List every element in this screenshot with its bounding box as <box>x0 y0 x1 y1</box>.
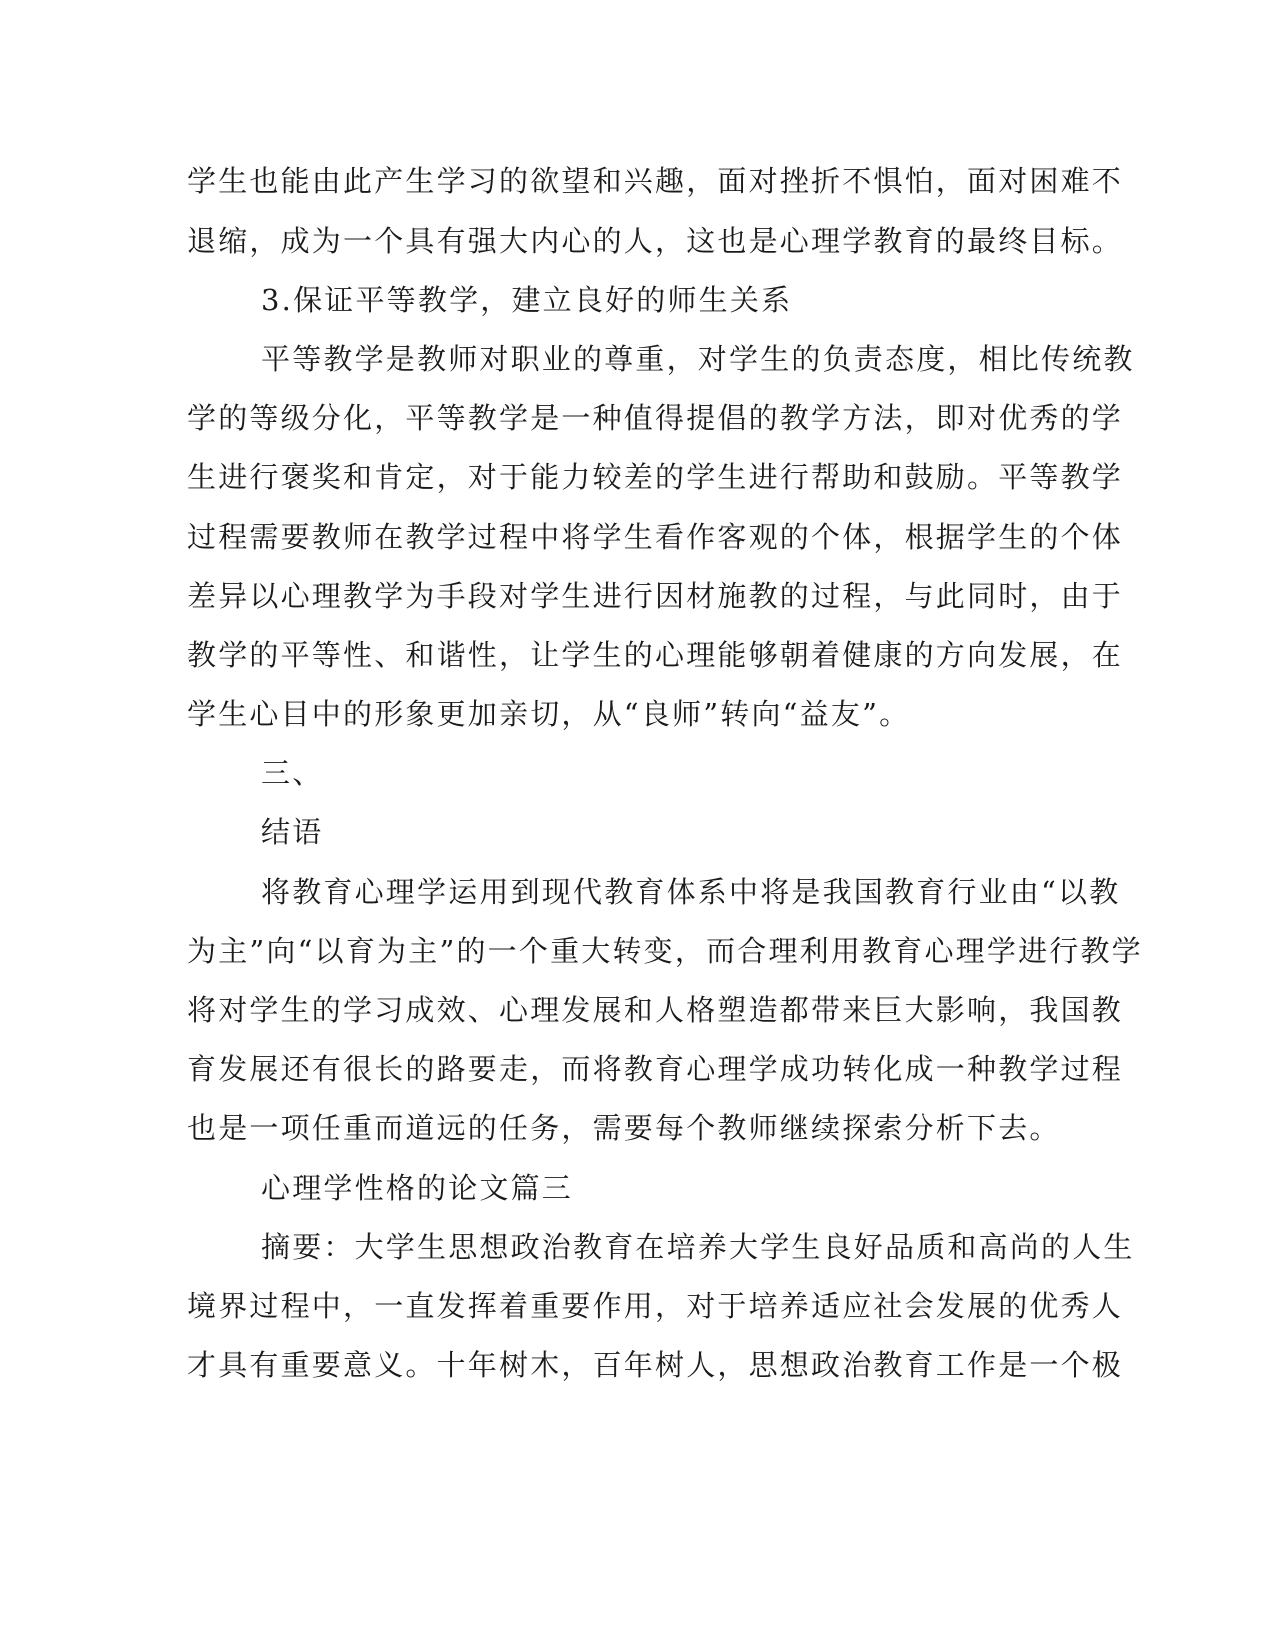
paragraph-line: 学生也能由此产生学习的欲望和兴趣，面对挫折不惧怕，面对困难不 <box>187 164 1124 198</box>
section-heading: 结语 <box>261 815 324 849</box>
paragraph-line: 才具有重要意义。十年树木，百年树人，思想政治教育工作是一个极 <box>187 1348 1124 1382</box>
paragraph-line: 过程需要教师在教学过程中将学生看作客观的个体，根据学生的个体 <box>187 520 1124 554</box>
paragraph-line: 境界过程中，一直发挥着重要作用，对于培养适应社会发展的优秀人 <box>187 1289 1124 1323</box>
paragraph-line: 学生心目中的形象更加亲切，从“良师”转向“益友”。 <box>187 697 911 731</box>
paragraph-line: 平等教学是教师对职业的尊重，对学生的负责态度，相比传统教 <box>261 342 1135 376</box>
article-title: 心理学性格的论文篇三 <box>261 1171 574 1205</box>
section-number: 三、 <box>261 756 324 790</box>
paragraph-line: 将对学生的学习成效、心理发展和人格塑造都带来巨大影响，我国教 <box>187 993 1124 1027</box>
paragraph-line: 也是一项任重而道远的任务，需要每个教师继续探索分析下去。 <box>187 1111 1061 1145</box>
paragraph-line: 生进行褒奖和肯定，对于能力较差的学生进行帮助和鼓励。平等教学 <box>187 460 1124 494</box>
paragraph-line: 学的等级分化，平等教学是一种值得提倡的教学方法，即对优秀的学 <box>187 401 1124 435</box>
paragraph-line: 退缩，成为一个具有强大内心的人，这也是心理学教育的最终目标。 <box>187 224 1124 258</box>
paragraph-line: 摘要：大学生思想政治教育在培养大学生良好品质和高尚的人生 <box>261 1230 1135 1264</box>
paragraph-line: 将教育心理学运用到现代教育体系中将是我国教育行业由“以教 <box>261 875 1121 909</box>
paragraph-line: 差异以心理教学为手段对学生进行因材施教的过程，与此同时，由于 <box>187 579 1124 613</box>
section-heading: 3.保证平等教学，建立良好的师生关系 <box>261 283 793 317</box>
paragraph-line: 育发展还有很长的路要走，而将教育心理学成功转化成一种教学过程 <box>187 1052 1124 1086</box>
paragraph-line: 为主”向“以育为主”的一个重大转变，而合理利用教育心理学进行教学 <box>187 934 1143 968</box>
paragraph-line: 教学的平等性、和谐性，让学生的心理能够朝着健康的方向发展，在 <box>187 638 1124 672</box>
